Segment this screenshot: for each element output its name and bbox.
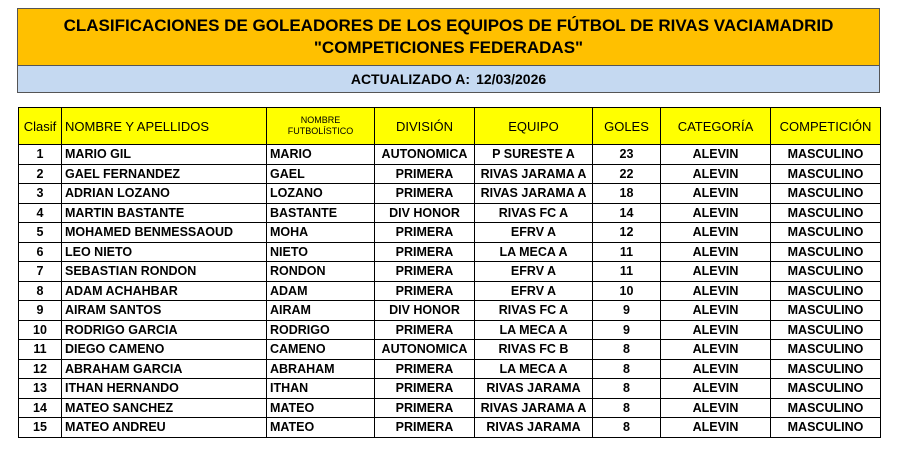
rank-cell: 6 [19,242,62,262]
rank-cell: 15 [19,418,62,438]
goals-cell: 8 [593,398,661,418]
goals-cell: 10 [593,281,661,301]
team-cell: LA MECA A [475,320,593,340]
col-header-nickname: NOMBRE FUTBOLÍSTICO [267,108,375,145]
nickname-cell: MATEO [267,418,375,438]
scorers-table [18,107,881,438]
nickname-cell: CAMENO [267,340,375,360]
competition-cell: MASCULINO [771,145,881,165]
name-cell: LEO NIETO [62,242,267,262]
table-row [19,262,881,282]
category-cell: ALEVIN [661,262,771,282]
goals-cell: 8 [593,359,661,379]
rank-cell: 4 [19,203,62,223]
team-cell: LA MECA A [475,359,593,379]
division-cell: DIV HONOR [375,203,475,223]
col-header-team: EQUIPO [475,108,593,145]
goals-cell: 14 [593,203,661,223]
goals-cell: 11 [593,262,661,282]
rank-cell: 11 [19,340,62,360]
nickname-cell: NIETO [267,242,375,262]
division-cell: PRIMERA [375,320,475,340]
goals-cell: 9 [593,320,661,340]
title-line-2: "COMPETICIONES FEDERADAS" [313,38,584,57]
competition-cell: MASCULINO [771,379,881,399]
team-cell: RIVAS JARAMA [475,418,593,438]
rank-cell: 14 [19,398,62,418]
goals-cell: 8 [593,418,661,438]
table-row [19,359,881,379]
category-cell: ALEVIN [661,418,771,438]
table-row [19,301,881,321]
col-header-goals: GOLES [593,108,661,145]
name-cell: AIRAM SANTOS [62,301,267,321]
name-cell: GAEL FERNANDEZ [62,164,267,184]
division-cell: PRIMERA [375,281,475,301]
category-cell: ALEVIN [661,184,771,204]
team-cell: RIVAS JARAMA A [475,398,593,418]
rank-cell: 3 [19,184,62,204]
division-cell: PRIMERA [375,398,475,418]
table-row [19,281,881,301]
nickname-cell: ITHAN [267,379,375,399]
rank-cell: 1 [19,145,62,165]
category-cell: ALEVIN [661,203,771,223]
updated-date: 12/03/2026 [476,71,547,87]
goals-cell: 11 [593,242,661,262]
category-cell: ALEVIN [661,223,771,243]
name-cell: ABRAHAM GARCIA [62,359,267,379]
category-cell: ALEVIN [661,379,771,399]
nickname-cell: ABRAHAM [267,359,375,379]
competition-cell: MASCULINO [771,184,881,204]
division-cell: PRIMERA [375,418,475,438]
competition-cell: MASCULINO [771,340,881,360]
category-cell: ALEVIN [661,301,771,321]
page-title [18,9,879,65]
competition-cell: MASCULINO [771,301,881,321]
team-cell: RIVAS FC A [475,203,593,223]
table-row [19,184,881,204]
division-cell: PRIMERA [375,184,475,204]
table-row [19,418,881,438]
competition-cell: MASCULINO [771,223,881,243]
category-cell: ALEVIN [661,340,771,360]
goals-cell: 18 [593,184,661,204]
goals-cell: 8 [593,379,661,399]
name-cell: ITHAN HERNANDO [62,379,267,399]
category-cell: ALEVIN [661,242,771,262]
table-row [19,320,881,340]
category-cell: ALEVIN [661,145,771,165]
nickname-cell: LOZANO [267,184,375,204]
table-header-row [19,108,881,145]
rank-cell: 8 [19,281,62,301]
name-cell: SEBASTIAN RONDON [62,262,267,282]
updated-bar [18,65,879,92]
rank-cell: 7 [19,262,62,282]
title-line-1: CLASIFICACIONES DE GOLEADORES DE LOS EQUIPOS DE FÚTBOL DE RIVAS VACIAMADRID [63,16,834,35]
division-cell: PRIMERA [375,223,475,243]
rank-cell: 13 [19,379,62,399]
goals-cell: 23 [593,145,661,165]
col-header-division: DIVISIÓN [375,108,475,145]
division-cell: PRIMERA [375,359,475,379]
team-cell: RIVAS FC A [475,301,593,321]
division-cell: AUTONOMICA [375,340,475,360]
nickname-cell: MARIO [267,145,375,165]
table-row [19,145,881,165]
table-row [19,242,881,262]
nickname-cell: GAEL [267,164,375,184]
competition-cell: MASCULINO [771,398,881,418]
team-cell: LA MECA A [475,242,593,262]
updated-label: ACTUALIZADO A: [350,71,471,87]
competition-cell: MASCULINO [771,164,881,184]
nickname-cell: RODRIGO [267,320,375,340]
col-header-clasif: Clasif [19,108,62,145]
competition-cell: MASCULINO [771,281,881,301]
col-header-category: CATEGORÍA [661,108,771,145]
goals-cell: 8 [593,340,661,360]
goals-cell: 12 [593,223,661,243]
category-cell: ALEVIN [661,398,771,418]
division-cell: AUTONOMICA [375,145,475,165]
table-row [19,164,881,184]
team-cell: RIVAS JARAMA [475,379,593,399]
competition-cell: MASCULINO [771,203,881,223]
rank-cell: 12 [19,359,62,379]
category-cell: ALEVIN [661,164,771,184]
competition-cell: MASCULINO [771,359,881,379]
division-cell: DIV HONOR [375,301,475,321]
nickname-cell: RONDON [267,262,375,282]
competition-cell: MASCULINO [771,320,881,340]
name-cell: ADAM ACHAHBAR [62,281,267,301]
name-cell: DIEGO CAMENO [62,340,267,360]
name-cell: MARTIN BASTANTE [62,203,267,223]
goals-cell: 22 [593,164,661,184]
table-row [19,379,881,399]
title-banner [17,8,880,93]
team-cell: EFRV A [475,262,593,282]
rank-cell: 10 [19,320,62,340]
name-cell: MOHAMED BENMESSAOUD [62,223,267,243]
nickname-cell: AIRAM [267,301,375,321]
competition-cell: MASCULINO [771,418,881,438]
table-row [19,223,881,243]
table-row [19,203,881,223]
name-cell: MATEO ANDREU [62,418,267,438]
nickname-cell: MATEO [267,398,375,418]
nickname-cell: BASTANTE [267,203,375,223]
team-cell: RIVAS JARAMA A [475,184,593,204]
table-row [19,398,881,418]
table-row [19,340,881,360]
team-cell: EFRV A [475,223,593,243]
name-cell: MARIO GIL [62,145,267,165]
rank-cell: 2 [19,164,62,184]
team-cell: RIVAS JARAMA A [475,164,593,184]
competition-cell: MASCULINO [771,242,881,262]
col-header-competition: COMPETICIÓN [771,108,881,145]
division-cell: PRIMERA [375,379,475,399]
competition-cell: MASCULINO [771,262,881,282]
nickname-cell: MOHA [267,223,375,243]
division-cell: PRIMERA [375,164,475,184]
rank-cell: 5 [19,223,62,243]
rank-cell: 9 [19,301,62,321]
team-cell: RIVAS FC B [475,340,593,360]
category-cell: ALEVIN [661,320,771,340]
name-cell: RODRIGO GARCIA [62,320,267,340]
division-cell: PRIMERA [375,242,475,262]
team-cell: EFRV A [475,281,593,301]
goals-cell: 9 [593,301,661,321]
col-header-name: NOMBRE Y APELLIDOS [62,108,267,145]
category-cell: ALEVIN [661,359,771,379]
division-cell: PRIMERA [375,262,475,282]
table-body [19,145,881,438]
nickname-cell: ADAM [267,281,375,301]
name-cell: ADRIAN LOZANO [62,184,267,204]
team-cell: P SURESTE A [475,145,593,165]
category-cell: ALEVIN [661,281,771,301]
name-cell: MATEO SANCHEZ [62,398,267,418]
